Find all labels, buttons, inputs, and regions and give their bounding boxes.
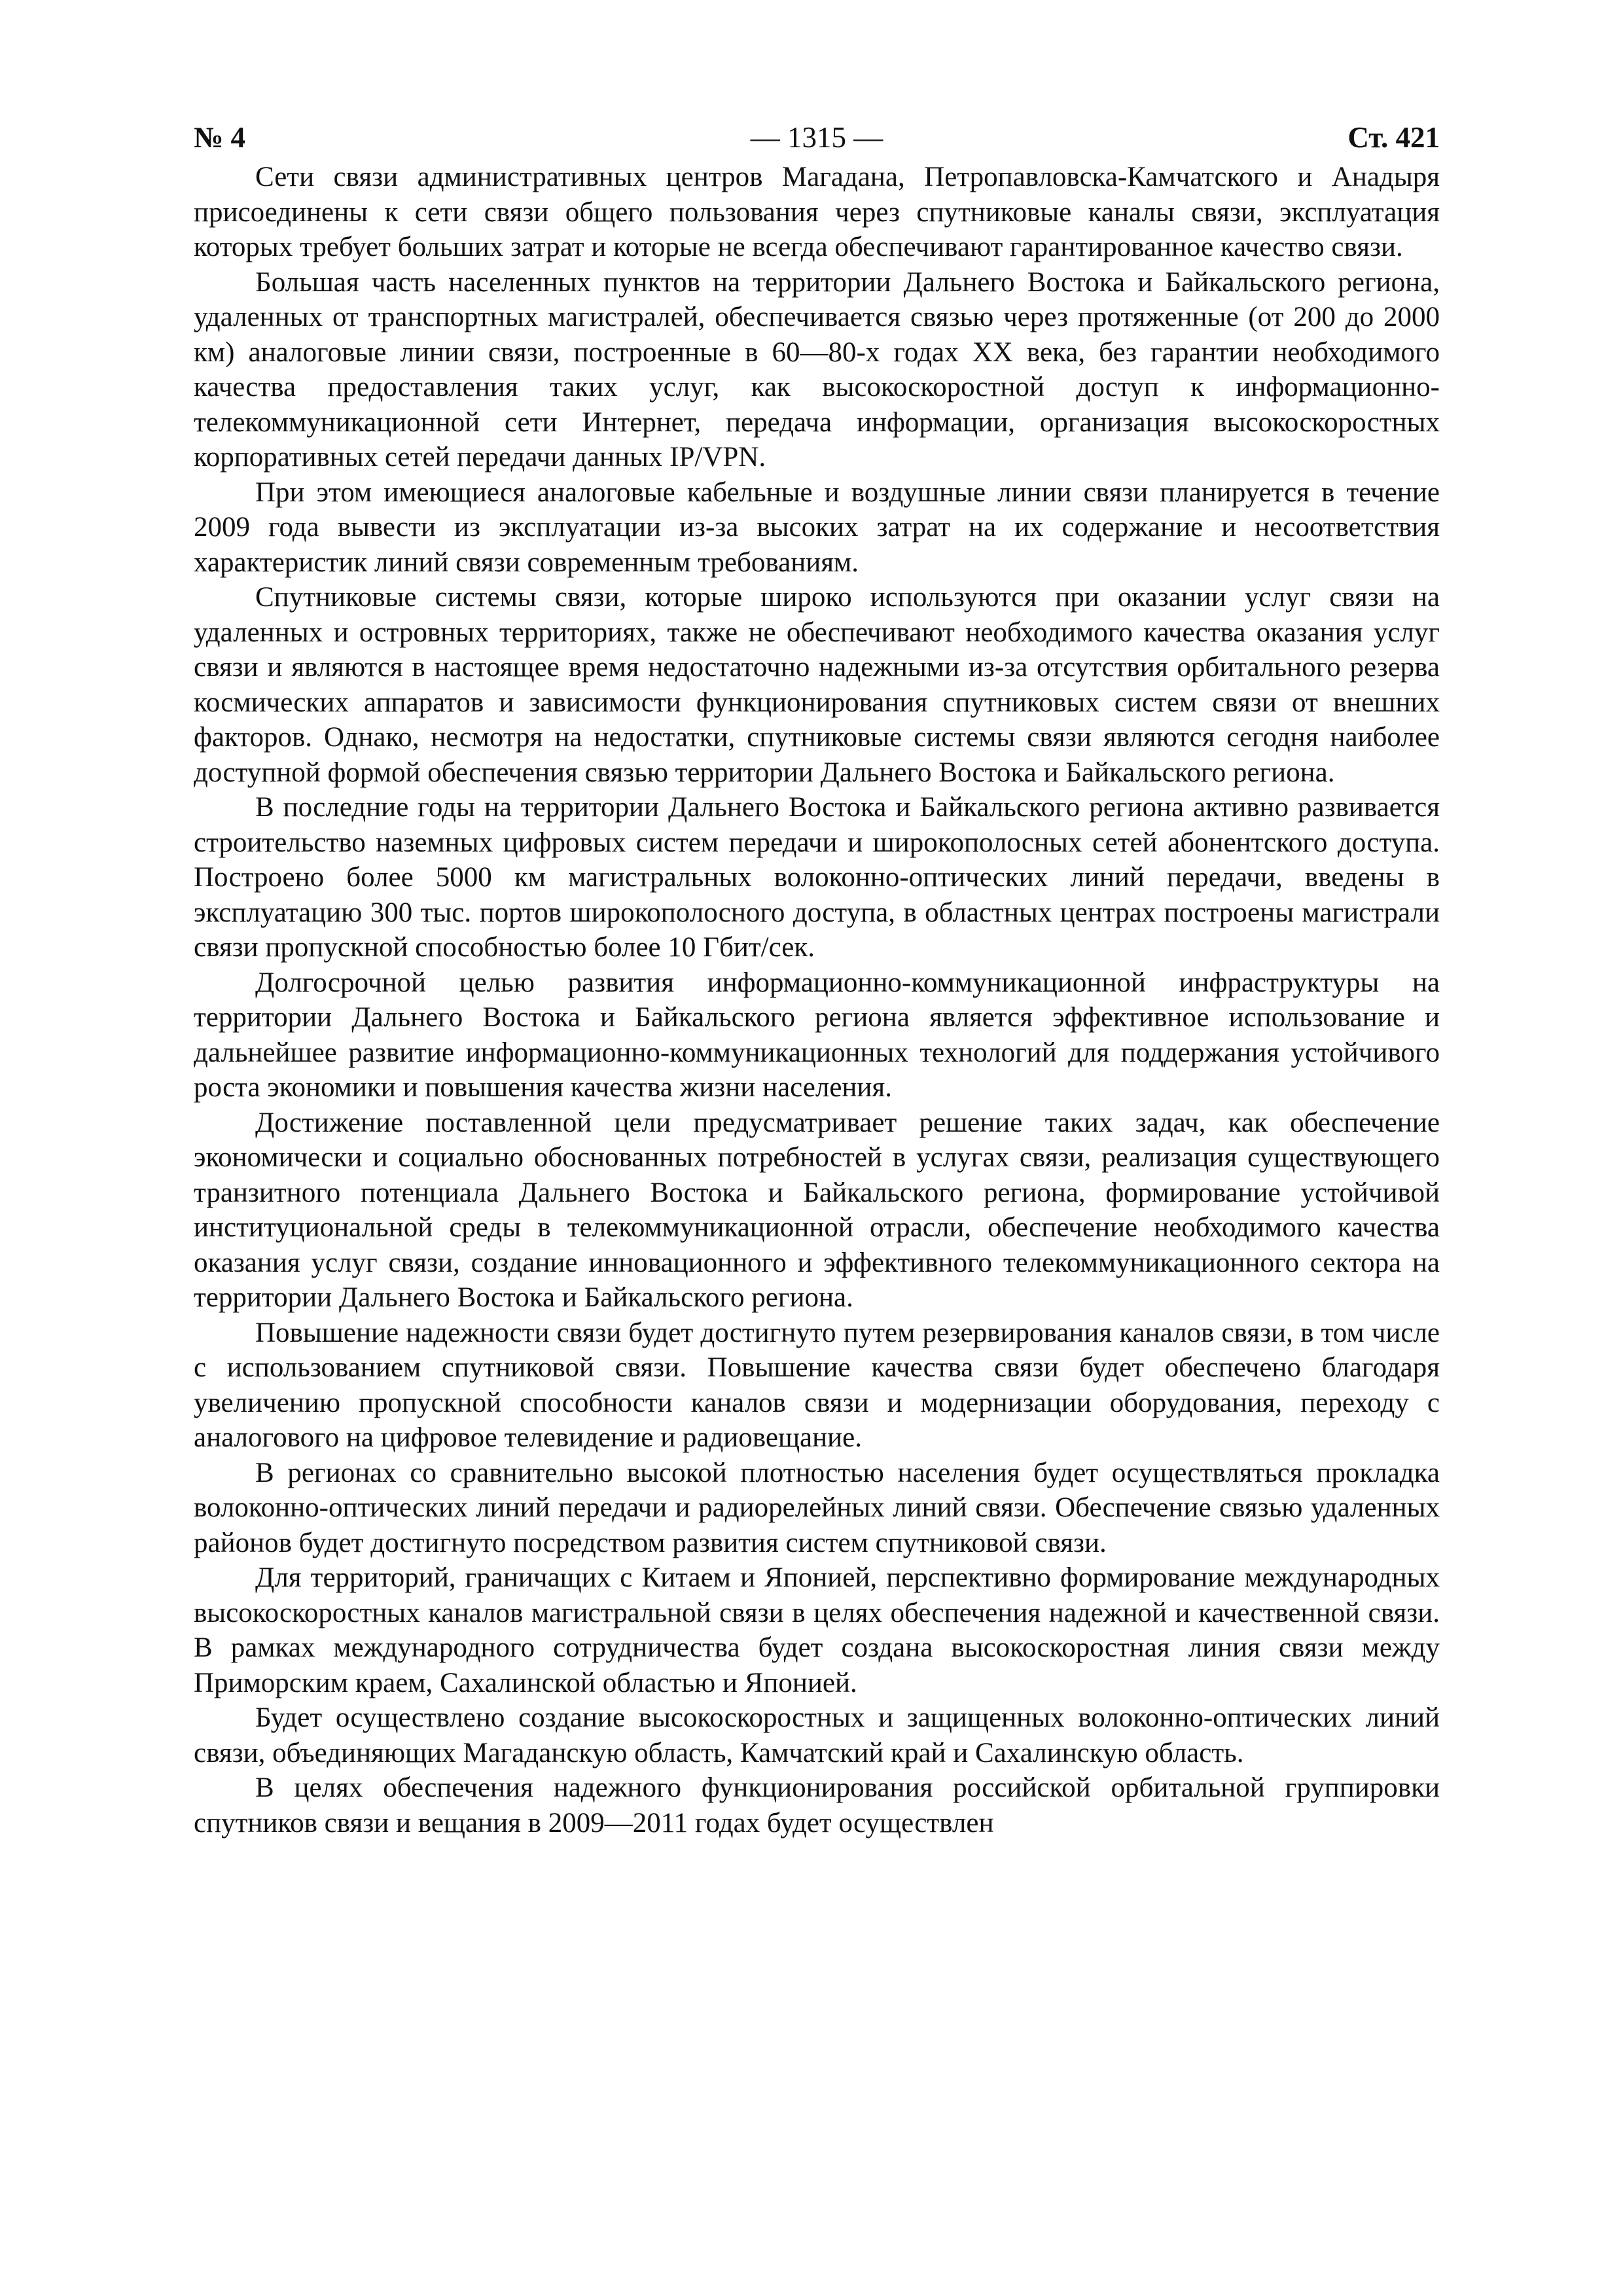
paragraph: Долгосрочной целью развития информационно-коммуникационной инфраструктуры на территории Дальнего Востока и Байкальского региона является эффективное использование и дальнейшее развитие информационно-коммуникационных технологий для поддержания устойчивого роста экономики и повышения качества жизни населения. (194, 967, 1440, 1103)
paragraph: Спутниковые системы связи, которые широко используются при оказании услуг связи на удаленных и островных территориях, также не обеспечивают необходимого качества оказания услуг связи и являются в настоящее время недостаточно надежными из-за отсутствия орбитального резерва космических аппаратов и зависимости функционирования спутниковых систем связи от внешних факторов. Однако, несмотря на недостатки, спутниковые системы связи являются сегодня наиболее доступной формой обеспечения связью территории Дальнего Востока и Байкальского региона. (194, 582, 1440, 788)
paragraph: При этом имеющиеся аналоговые кабельные и воздушные линии связи планируется в течение 2009 года вывести из эксплуатации из-за высоких затрат на их содержание и несоответствия характеристик линий связи современным требованиям. (194, 476, 1440, 578)
article-number: Ст. 421 (1347, 121, 1440, 154)
paragraph: В последние годы на территории Дальнего Востока и Байкальского региона активно развивается строительство наземных цифровых систем передачи и широкополосных сетей абонентского доступа. Построено более 5000 км магистральных волоконно-оптических линий передачи, введены в эксплуатацию 300 тыс. портов широкополосного доступа, в областных центрах построены магистрали связи пропускной способностью более 10 Гбит/сек. (194, 792, 1440, 963)
paragraph: В регионах со сравнительно высокой плотностью населения будет осуществляться прокладка волоконно-оптических линий передачи и радиорелейных линий связи. Обеспечение связью удаленных районов будет достигнуто посредством развития систем спутниковой связи. (194, 1457, 1440, 1558)
document-page (194, 117, 1440, 2211)
paragraph: Для территорий, граничащих с Китаем и Японией, перспективно формирование международных высокоскоростных каналов магистральной связи в целях обеспечения надежной и качественной связи. В рамках международного сотрудничества будет создана высокоскоростная линия связи между Приморским краем, Сахалинской областью и Японией. (194, 1562, 1440, 1698)
paragraph: Сети связи административных центров Магадана, Петропавловска-Камчатского и Анадыря присоединены к сети связи общего пользования через спутниковые каналы связи, эксплуатация которых требует больших затрат и которые не всегда обеспечивают гарантированное качество связи. (194, 162, 1440, 262)
paragraph: Повышение надежности связи будет достигнуто путем резервирования каналов связи, в том числе с использованием спутниковой связи. Повышение качества связи будет обеспечено благодаря увеличению пропускной способности каналов связи и модернизации оборудования, переходу с аналогового на цифровое телевидение и радиовещание. (194, 1317, 1440, 1453)
document-body (194, 160, 1440, 1840)
paragraph: Достижение поставленной цели предусматривает решение таких задач, как обеспечение экономически и социально обоснованных потребностей в услугах связи, реализация существующего транзитного потенциала Дальнего Востока и Байкальского региона, формирование устойчивой институциональной среды в телекоммуникационной отрасли, обеспечение необходимого качества оказания услуг связи, создание инновационного и эффективного телекоммуникационного сектора на территории Дальнего Востока и Байкальского региона. (194, 1107, 1440, 1313)
paragraph: В целях обеспечения надежного функционирования российской орбитальной группировки спутников связи и вещания в 2009—2011 годах будет осуществлен (194, 1772, 1440, 1839)
page-number: — 1315 — (750, 121, 883, 154)
issue-number: № 4 (194, 121, 245, 154)
page-header (194, 117, 1440, 158)
paragraph: Большая часть населенных пунктов на территории Дальнего Востока и Байкальского региона, удаленных от транспортных магистралей, обеспечивается связью через протяженные (от 200 до 2000 км) аналоговые линии связи, построенные в 60—80-х годах XX века, без гарантии необходимого качества предоставления таких услуг, как высокоскоростной доступ к информационно-телекоммуникационной сети Интернет, передача информации, организация высокоскоростных корпоративных сетей передачи данных IP/VPN. (194, 266, 1440, 473)
paragraph: Будет осуществлено создание высокоскоростных и защищенных волоконно-оптических линий связи, объединяющих Магаданскую область, Камчатский край и Сахалинскую область. (194, 1702, 1440, 1768)
